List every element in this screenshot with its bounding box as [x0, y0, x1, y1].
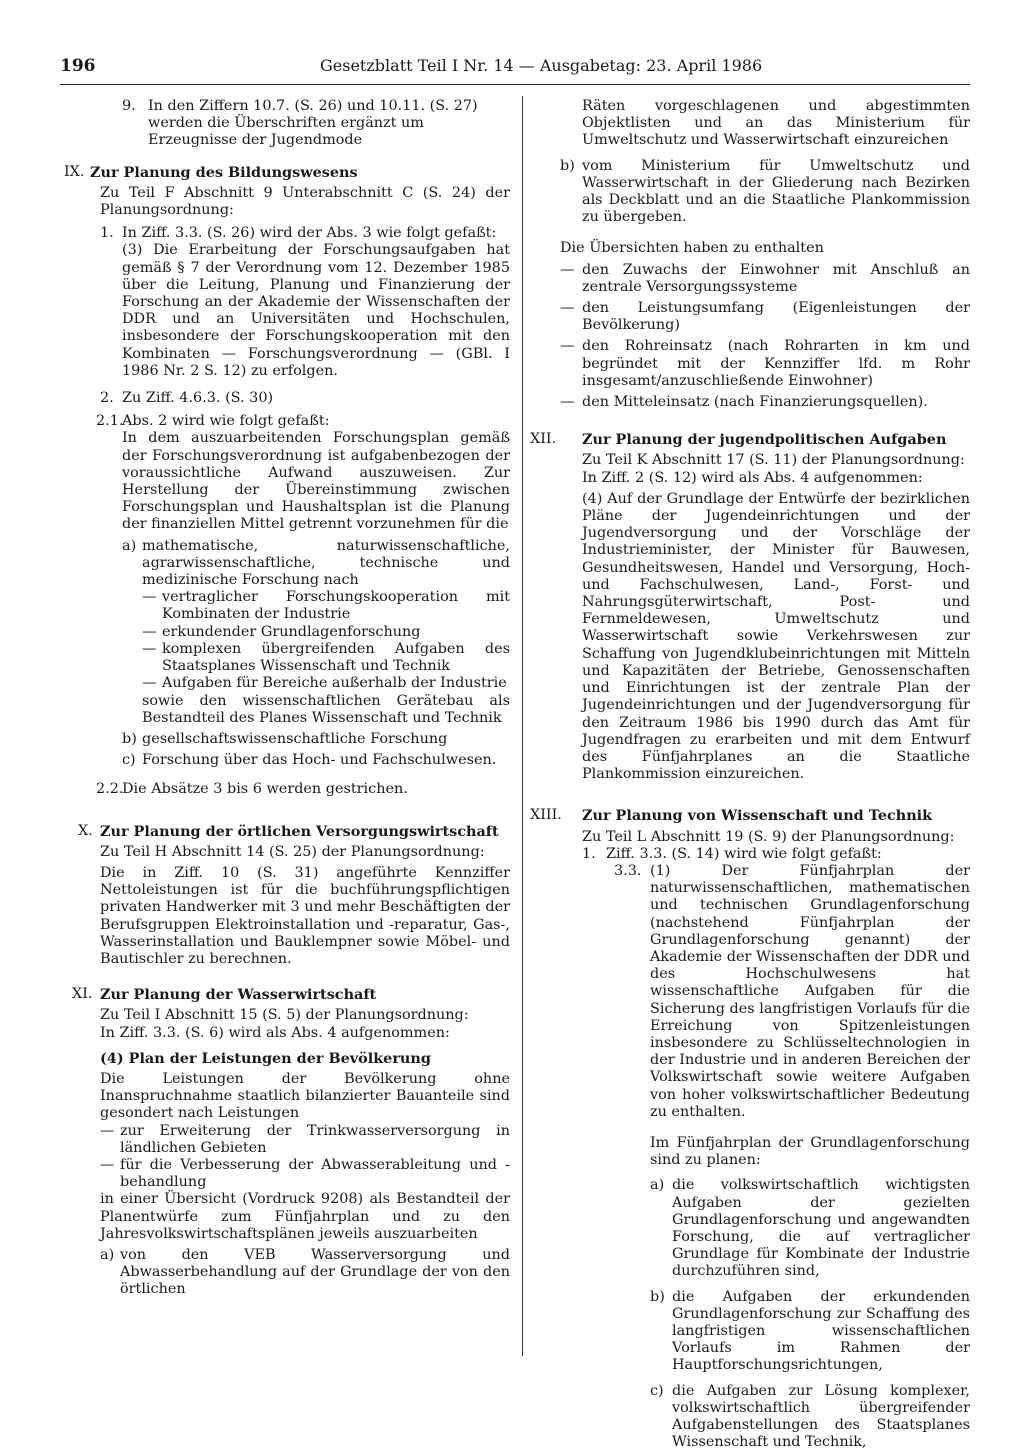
- item-number: 2.1.: [96, 413, 124, 430]
- item-number: 2.2.: [96, 781, 124, 798]
- section-number: IX.: [64, 163, 85, 180]
- page-number: 196: [60, 56, 96, 76]
- dash-item: — den Rohreinsatz (nach Rohrarten in km und begründet mit der Kennziffer lfd. m Rohr insgesamt/anzuschließende Einwohner): [560, 338, 970, 389]
- page-header: [60, 56, 970, 82]
- item-number: 9.: [122, 98, 136, 114]
- dash-item: — komplexen übergreifenden Aufgaben des Staatsplanes Wissenschaft und Technik: [142, 640, 510, 675]
- item-letter: c): [650, 1382, 664, 1399]
- sub-item-a: [122, 538, 510, 727]
- item-text: Ziff. 3.3. (S. 14) wird wie folgt gefaßt:: [606, 845, 882, 862]
- dash-item: — Aufgaben für Bereiche außerhalb der Industrie: [142, 675, 507, 692]
- section-body: in einer Übersicht (Vordruck 9208) als Bestandteil der Planentwürfe zum Fünfjahrplan und zu den Jahresvolkswirtschaftsplänen jeweils auszuarbeiten: [100, 1191, 510, 1242]
- sub-item-a: [650, 1177, 970, 1280]
- column-divider: [522, 96, 523, 1356]
- section-title: Zur Planung der jugendpolitischen Aufgaben: [582, 431, 947, 449]
- section-title: Zur Planung der örtlichen Versorgungswirtschaft: [100, 822, 499, 840]
- section-body: Die Leistungen der Bevölkerung ohne Inanspruchnahme staatlich bilanzierter Bauanteile sind gesondert nach Leistungen: [100, 1070, 510, 1122]
- item-text: die Aufgaben zur Lösung komplexer, volkswirtschaftlich übergreifender Aufgabenstellungen des Staatsplanes Wissenschaft und Technik,: [672, 1382, 970, 1451]
- header-title: Gesetzblatt Teil I Nr. 14 — Ausgabetag: 23. April 1986: [320, 56, 763, 75]
- item-text: vom Ministerium für Umweltschutz und Wasserwirtschaft in der Gliederung nach Bezirken als Deckblatt und an die Staatliche Plankommission zu übergeben.: [582, 157, 970, 226]
- section-intro: Zu Teil F Abschnitt 9 Unterabschnitt C (S. 24) der Planungsordnung:: [100, 184, 510, 219]
- dash-item: — den Leistungsumfang (Eigenleistungen der Bevölkerung): [560, 300, 970, 334]
- item-lead: Im Fünfjahrplan der Grundlagenforschung sind zu planen:: [650, 1134, 970, 1169]
- sub-item-b: [122, 731, 510, 748]
- section-xiii-heading: [530, 807, 970, 824]
- list-item: [96, 781, 510, 798]
- item-letter: c): [122, 752, 136, 769]
- dash-item: — für die Verbesserung der Abwasserableitung und -behandlung: [100, 1156, 510, 1191]
- section-body: Die in Ziff. 10 (S. 31) angeführte Kennziffer Nettoleistungen ist für die buchführungspflichtigen privaten Handwerker mit 3 und mehr Beschäftigten der Berufsgruppen Elektroinstallation und -reparatur, Gas-, Wasserinstallation und Bauklempner sowie Möbel- und Bautischler zu berechnen.: [100, 864, 510, 967]
- section-intro: Zu Teil L Abschnitt 19 (S. 9) der Planungsordnung:: [582, 828, 955, 845]
- item-text: gesellschaftswissenschaftliche Forschung: [142, 730, 448, 747]
- list-item: [96, 413, 510, 769]
- item-lead: Abs. 2 wird wie folgt gefaßt:: [122, 413, 330, 430]
- item-letter: b): [650, 1288, 665, 1305]
- item-text: Die Absätze 3 bis 6 werden gestrichen.: [122, 781, 408, 798]
- item-letter: a): [100, 1246, 115, 1263]
- sub-item-c: [122, 752, 510, 769]
- section-ix-heading: [64, 163, 510, 181]
- item-body: (3) Die Erarbeitung der Forschungsaufgaben hat gemäß § 7 der Verordnung vom 12. Dezember 1985 über die Leitung, Planung und Finanzierung der Forschung an der Akademie der Wissenschaften der DDR und an Universitäten und Hochschulen, insbesondere der Forschungskooperation mit den Kombinaten — Forschungsverordnung — (GBl. I 1986 Nr. 2 S. 12) zu erfolgen.: [122, 242, 510, 379]
- item-letter: a): [650, 1177, 665, 1194]
- item-body: In dem auszuarbeitenden Forschungsplan gemäß der Forschungsverordnung ist aufgabenbezogen der voraussichtliche Aufwand auszuweisen. Zur Herstellung der Übereinstimmung zwischen Forschungsplan und Haushaltsplan ist die Planung der finanziellen Mittel getrennt vorzunehmen für die: [122, 430, 510, 533]
- item-tail: sowie den wissenschaftlichen Gerätebau als Bestandteil des Planes Wissenschaft und Technik: [142, 692, 510, 726]
- section-title: Zur Planung des Bildungswesens: [90, 163, 358, 181]
- item-text: mathematische, naturwissenschaftliche, agrarwissenschaftliche, technische und medizinische Forschung nach: [142, 537, 510, 589]
- section-body: (4) Auf der Grundlage der Entwürfe der bezirklichen Pläne der Jugendeinrichtungen und der Jugendversorgung und der Vorschläge der Industrieminister, der Minister für Bauwesen, Gesundheitswesen, Handel und Versorgung, Hoch- und Fachschulwesen, Land-, Forst- und Nahrungsgüterwirtschaft, Post- und Fernmeldewesen, Umweltschutz und Wasserwirtschaft sowie Verkehrswesen zur Schaffung von Jugendklubeinrichtungen mit Mitteln und Kapazitäten der Betriebe, Genossenschaften und Einrichtungen ist der zentrale Plan der Jugendeinrichtungen und der Jugendversorgung für den Zeitraum 1986 bis 1990 durch das Amt für Jugendfragen zu erarbeiten und mit dem Entwurf des Fünfjahrplanes an die Staatliche Plankommission einzureichen.: [582, 490, 970, 783]
- header-rule: [60, 84, 970, 85]
- list-item: [100, 225, 510, 380]
- continued-text: Räten vorgeschlagenen und abgestimmten Objektlisten und an das Ministerium für Umweltschutz und Wasserwirtschaft einzureichen: [582, 98, 970, 149]
- section-xi-heading: [72, 986, 510, 1004]
- sub-item-b: [650, 1289, 970, 1375]
- sub-item-a: [100, 1247, 510, 1299]
- item-number: 2.: [100, 390, 114, 407]
- section-title: Zur Planung von Wissenschaft und Technik: [582, 807, 933, 825]
- item-letter: b): [560, 157, 575, 174]
- item-number: 3.3.: [614, 862, 642, 879]
- dash-item: — den Zuwachs der Einwohner mit Anschluß an zentrale Versorgungssysteme: [560, 261, 970, 295]
- section-number: XIII.: [530, 807, 562, 824]
- section-x-heading: [78, 823, 510, 840]
- dash-item: — vertraglicher Forschungskooperation mit Kombinaten der Industrie: [142, 589, 510, 623]
- overview-lead: Die Übersichten haben zu enthalten: [560, 240, 824, 257]
- item-9: [122, 98, 510, 150]
- item-lead: In Ziff. 3.3. (S. 26) wird der Abs. 3 wie folgt gefaßt:: [122, 225, 497, 242]
- sub-item-c: [650, 1383, 970, 1451]
- section-intro: In Ziff. 2 (S. 12) wird als Abs. 4 aufgenommen:: [582, 469, 923, 486]
- item-text: Zu Ziff. 4.6.3. (S. 30): [122, 390, 274, 407]
- right-column: [530, 98, 970, 1451]
- section-title: Zur Planung der Wasserwirtschaft: [100, 986, 377, 1004]
- item-text: In den Ziffern 10.7. (S. 26) und 10.11. (S. 27) werden die Überschriften ergänzt um Erzeugnisse der Jugendmode: [148, 98, 478, 149]
- item-body: (1) Der Fünfjahrplan der naturwissenschaftlichen, mathematischen und technischen Grundlagenforschung (nachstehend Fünfjahrplan der Grundlagenforschung genannt) der Akademie der Wissenschaften der DDR und des Hochschulwesens hat wissenschaftliche Aufgaben für die Sicherung des langfristigen Vorlaufs für die Erreichung von Spitzenleistungen insbesondere zu Schlüsseltechnologien in der Industrie und in anderen Bereichen der Volkswirtschaft sowie weitere Aufgaben von hoher volkswirtschaftlicher Bedeutung zu enthalten.: [650, 862, 970, 1120]
- item-number: 1.: [100, 225, 114, 242]
- item-text: Forschung über das Hoch- und Fachschulwesen.: [142, 752, 497, 769]
- section-intro: Zu Teil H Abschnitt 14 (S. 25) der Planungsordnung:: [100, 843, 485, 860]
- list-item: [582, 846, 970, 863]
- left-column: [64, 98, 510, 1299]
- item-number: 1.: [582, 845, 596, 862]
- section-number: X.: [78, 822, 93, 839]
- dash-item: — den Mitteleinsatz (nach Finanzierungsquellen).: [560, 394, 928, 411]
- subsection-title: (4) Plan der Leistungen der Bevölkerung: [100, 1049, 431, 1067]
- section-number: XII.: [530, 431, 557, 448]
- item-letter: b): [122, 730, 137, 747]
- section-xii-heading: [530, 431, 970, 448]
- dash-item: — zur Erweiterung der Trinkwasserversorgung in ländlichen Gebieten: [100, 1122, 510, 1156]
- section-number: XI.: [72, 986, 93, 1003]
- item-text: die Aufgaben der erkundenden Grundlagenforschung zur Schaffung des langfristigen wissenschaftlichen Vorlaufs im Rahmen der Hauptforschungsrichtungen,: [672, 1288, 970, 1374]
- list-item: [582, 863, 970, 1451]
- section-intro: Zu Teil I Abschnitt 15 (S. 5) der Planungsordnung:: [100, 1007, 469, 1024]
- section-intro: Zu Teil K Abschnitt 17 (S. 11) der Planungsordnung:: [582, 452, 965, 469]
- item-text: von den VEB Wasserversorgung und Abwasserbehandlung auf der Grundlage der von den örtlichen: [120, 1246, 510, 1298]
- item-letter: a): [122, 537, 137, 554]
- list-item: [100, 390, 510, 407]
- section-intro: In Ziff. 3.3. (S. 6) wird als Abs. 4 aufgenommen:: [100, 1024, 450, 1041]
- dash-item: — erkundender Grundlagenforschung: [142, 623, 421, 640]
- sub-item-b: [560, 158, 970, 227]
- item-text: die volkswirtschaftlich wichtigsten Aufgaben der gezielten Grundlagenforschung und angewandten Forschung, die auf vertraglicher Grundlage für Kombinate der Industrie durchzuführen sind,: [672, 1177, 970, 1280]
